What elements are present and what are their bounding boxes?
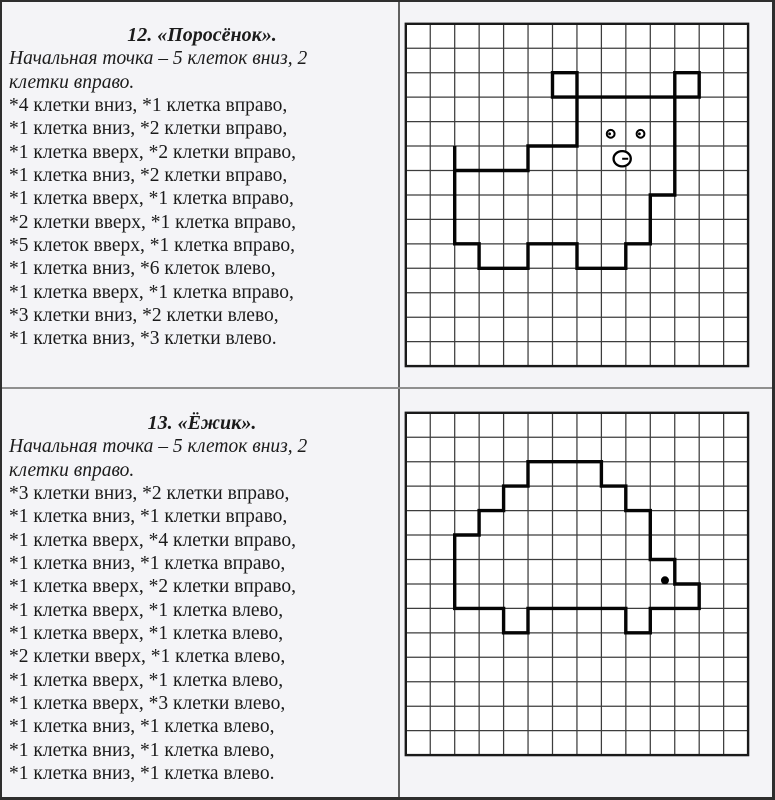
instruction-line: *1 клетка вверх, *2 клетки вправо, bbox=[9, 141, 296, 163]
task-12-text-block bbox=[9, 24, 395, 351]
instruction-line: *1 клетка вверх, *1 клетка вправо, bbox=[9, 281, 294, 303]
instruction-line: *1 клетка вверх, *4 клетки вправо, bbox=[9, 529, 296, 551]
task-12-instruction-list bbox=[9, 94, 395, 351]
start-note-line: Начальная точка – 5 клеток вниз, 2 bbox=[9, 48, 308, 70]
instruction-line: *3 клетки вниз, *2 клетки влево, bbox=[9, 305, 279, 327]
instruction-line: *2 клетки вверх, *1 клетка влево, bbox=[9, 646, 286, 668]
task-13-start-note bbox=[9, 435, 395, 482]
instruction-line: *1 клетка вниз, *6 клеток влево, bbox=[9, 258, 276, 280]
start-note-line: Начальная точка – 5 клеток вниз, 2 bbox=[9, 436, 308, 458]
instruction-line: *1 клетка вверх, *1 клетка влево, bbox=[9, 623, 284, 645]
instruction-line: *1 клетка вверх, *1 клетка влево, bbox=[9, 669, 284, 691]
task-13-text-block bbox=[9, 412, 395, 786]
instruction-line: *3 клетки вниз, *2 клетки вправо, bbox=[9, 483, 290, 505]
instruction-line: *1 клетка вниз, *1 клетка вправо, bbox=[9, 553, 286, 575]
instruction-line: *1 клетка вниз, *2 клетки вправо, bbox=[9, 118, 288, 140]
pig-snout bbox=[614, 151, 631, 166]
task-13-instruction-list bbox=[9, 482, 395, 785]
column-divider bbox=[398, 2, 400, 797]
row-divider bbox=[2, 387, 772, 389]
instruction-line: *1 клетка вниз, *3 клетки влево. bbox=[9, 328, 277, 350]
start-note-line: клетки вправо. bbox=[9, 71, 135, 93]
instruction-line: *1 клетка вниз, *1 клетка влево, bbox=[9, 716, 275, 738]
instruction-line: *5 клеток вверх, *1 клетка вправо, bbox=[9, 235, 296, 257]
task-12-start-note bbox=[9, 47, 395, 94]
instruction-line: *1 клетка вверх, *3 клетки влево, bbox=[9, 693, 286, 715]
instruction-line: *2 клетки вверх, *1 клетка вправо, bbox=[9, 211, 296, 233]
task-12-grid bbox=[404, 22, 750, 368]
instruction-line: *1 клетка вверх, *2 клетки вправо, bbox=[9, 576, 296, 598]
instruction-line: *1 клетка вверх, *1 клетка вправо, bbox=[9, 188, 294, 210]
instruction-line: *4 клетки вниз, *1 клетка вправо, bbox=[9, 95, 288, 117]
instruction-line: *1 клетка вверх, *1 клетка влево, bbox=[9, 599, 284, 621]
task-12-title: 12. «Поросёнок». bbox=[127, 24, 277, 46]
instruction-line: *1 клетка вниз, *1 клетка влево, bbox=[9, 739, 275, 761]
instruction-line: *1 клетка вниз, *2 клетки вправо, bbox=[9, 165, 288, 187]
hedgehog-nose-dot bbox=[661, 576, 669, 584]
task-13-grid bbox=[404, 411, 750, 757]
instruction-line: *1 клетка вниз, *1 клетки вправо, bbox=[9, 506, 288, 528]
start-note-line: клетки вправо. bbox=[9, 459, 135, 481]
instruction-line: *1 клетка вниз, *1 клетка влево. bbox=[9, 763, 275, 785]
task-13-title: 13. «Ёжик». bbox=[147, 412, 257, 434]
